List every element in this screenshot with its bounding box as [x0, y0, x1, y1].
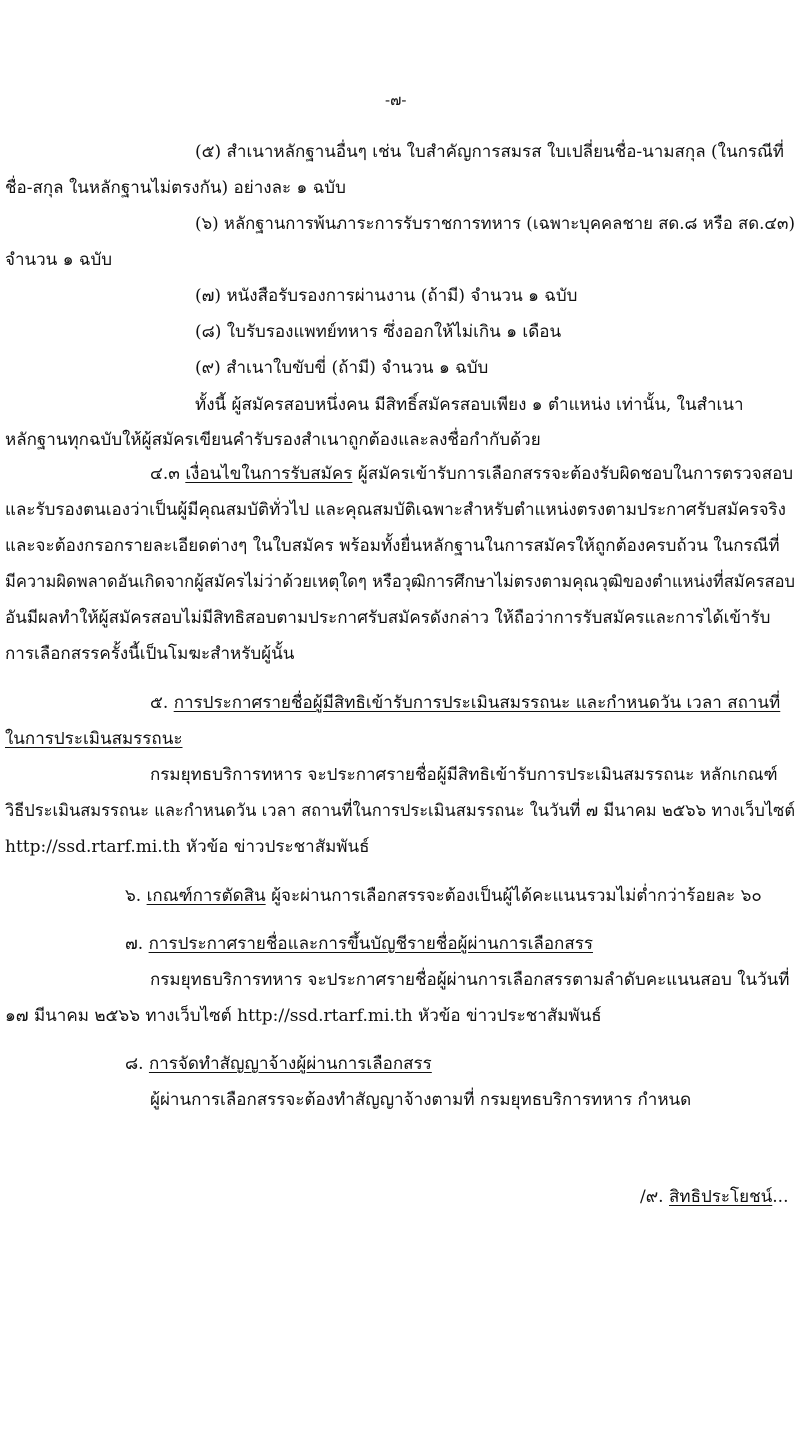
section-6-line [125, 884, 762, 908]
section-7-body-line-2: ๑๗ มีนาคม ๒๕๖๖ ทางเว็บไซต์ http://ssd.rtarf.mi.th หัวข้อ ข่าวประชาสัมพันธ์ [5, 1006, 602, 1026]
item-6-line-1: (๖) หลักฐานการพ้นภาระการรับราชการทหาร (เฉพาะบุคคลชาย สด.๘ หรือ สด.๔๓) [195, 214, 795, 234]
section-4-3-number: ๔.๓ [150, 464, 180, 484]
section-5-heading: การประกาศรายชื่อผู้มีสิทธิเข้ารับการประเมินสมรรถนะ และกำหนดวัน เวลา สถานที่ [173, 693, 781, 713]
section-6-heading: เกณฑ์การตัดสิน [146, 886, 266, 906]
item-9: (๙) สำเนาใบขับขี่ (ถ้ามี) จำนวน ๑ ฉบับ [195, 358, 489, 378]
section-8-heading-line [125, 1052, 432, 1076]
page-number: -๗- [385, 91, 407, 109]
section-8-number: ๘. [125, 1054, 144, 1074]
section-4-3-heading: เงื่อนไขในการรับสมัคร [185, 464, 353, 484]
section-5-body-line-2: วิธีประเมินสมรรถนะ และกำหนดวัน เวลา สถานที่ในการประเมินสมรรถนะ ในวันที่ ๗ มีนาคม ๒๕๖๖ ทางเว็บไซต์ [5, 801, 796, 821]
continuation-link: สิทธิประโยชน์ [669, 1187, 773, 1207]
item-6-line-2: จำนวน ๑ ฉบับ [5, 250, 113, 270]
item-5-line-1: (๕) สำเนาหลักฐานอื่นๆ เช่น ใบสำคัญการสมรส ใบเปลี่ยนชื่อ-นามสกุล (ในกรณีที่ [195, 142, 784, 162]
section-7-body-line-1: กรมยุทธบริการทหาร จะประกาศรายชื่อผู้ผ่านการเลือกสรรตามลำดับคะแนนสอบ ในวันที่ [150, 970, 790, 990]
section-5-heading-line-1 [150, 691, 780, 715]
continuation-note [640, 1185, 788, 1209]
section-5-number: ๕. [150, 693, 169, 713]
section-5-body-line-1: กรมยุทธบริการทหาร จะประกาศรายชื่อผู้มีสิทธิเข้ารับการประเมินสมรรถนะ หลักเกณฑ์ [150, 765, 778, 785]
section-8-body: ผู้ผ่านการเลือกสรรจะต้องทำสัญญาจ้างตามที่ กรมยุทธบริการทหาร กำหนด [150, 1090, 692, 1110]
section-4-3-heading-line [150, 462, 793, 486]
section-4-3-line-4: มีความผิดพลาดอันเกิดจากผู้สมัครไม่ว่าด้วยเหตุใดๆ หรือวุฒิการศึกษาไม่ตรงตามคุณวุฒิของตำแหน่งที่สมัครสอบ [5, 572, 796, 592]
section-5-heading-line-2: ในการประเมินสมรรถนะ [5, 729, 183, 749]
section-4-3-text: ผู้สมัครเข้ารับการเลือกสรรจะต้องรับผิดชอบในการตรวจสอบ [357, 464, 794, 484]
note-line-2: หลักฐานทุกฉบับให้ผู้สมัครเขียนคำรับรองสำเนาถูกต้องและลงชื่อกำกับด้วย [5, 430, 541, 450]
section-6-number: ๖. [125, 886, 142, 906]
item-7: (๗) หนังสือรับรองการผ่านงาน (ถ้ามี) จำนวน ๑ ฉบับ [195, 286, 578, 306]
section-5-body-line-3: http://ssd.rtarf.mi.th หัวข้อ ข่าวประชาสัมพันธ์ [5, 837, 370, 857]
item-8: (๘) ใบรับรองแพทย์ทหาร ซึ่งออกให้ไม่เกิน ๑ เดือน [195, 322, 562, 342]
item-5-line-2: ชื่อ-สกุล ในหลักฐานไม่ตรงกัน) อย่างละ ๑ ฉบับ [5, 178, 346, 198]
section-8-heading: การจัดทำสัญญาจ้างผู้ผ่านการเลือกสรร [148, 1054, 432, 1074]
section-7-heading: การประกาศรายชื่อและการขึ้นบัญชีรายชื่อผู้ผ่านการเลือกสรร [148, 934, 593, 954]
section-7-number: ๗. [125, 934, 144, 954]
section-4-3-line-2: และรับรองตนเองว่าเป็นผู้มีคุณสมบัติทั่วไป และคุณสมบัติเฉพาะสำหรับตำแหน่งตรงตามประกาศรับสมัครจริง [5, 500, 786, 520]
section-7-heading-line [125, 932, 593, 956]
section-4-3-line-5: อันมีผลทำให้ผู้สมัครสอบไม่มีสิทธิสอบตามประกาศรับสมัครดังกล่าว ให้ถือว่าการรับสมัครและการได้เข้ารับ [5, 608, 771, 628]
section-4-3-line-6: การเลือกสรรครั้งนี้เป็นโมฆะสำหรับผู้นั้น [5, 644, 295, 664]
continuation-prefix: /๙. [640, 1187, 669, 1207]
section-4-3-line-3: และจะต้องกรอกรายละเอียดต่างๆ ในใบสมัคร พร้อมทั้งยื่นหลักฐานในการสมัครให้ถูกต้องครบถ้วน ในกรณีที่ [5, 536, 780, 556]
continuation-suffix: ... [772, 1187, 789, 1207]
section-6-text: ผู้จะผ่านการเลือกสรรจะต้องเป็นผู้ได้คะแนนรวมไม่ต่ำกว่าร้อยละ ๖๐ [271, 886, 762, 906]
note-line-1: ทั้งนี้ ผู้สมัครสอบหนึ่งคน มีสิทธิ์สมัครสอบเพียง ๑ ตำแหน่ง เท่านั้น, ในสำเนา [195, 395, 744, 415]
